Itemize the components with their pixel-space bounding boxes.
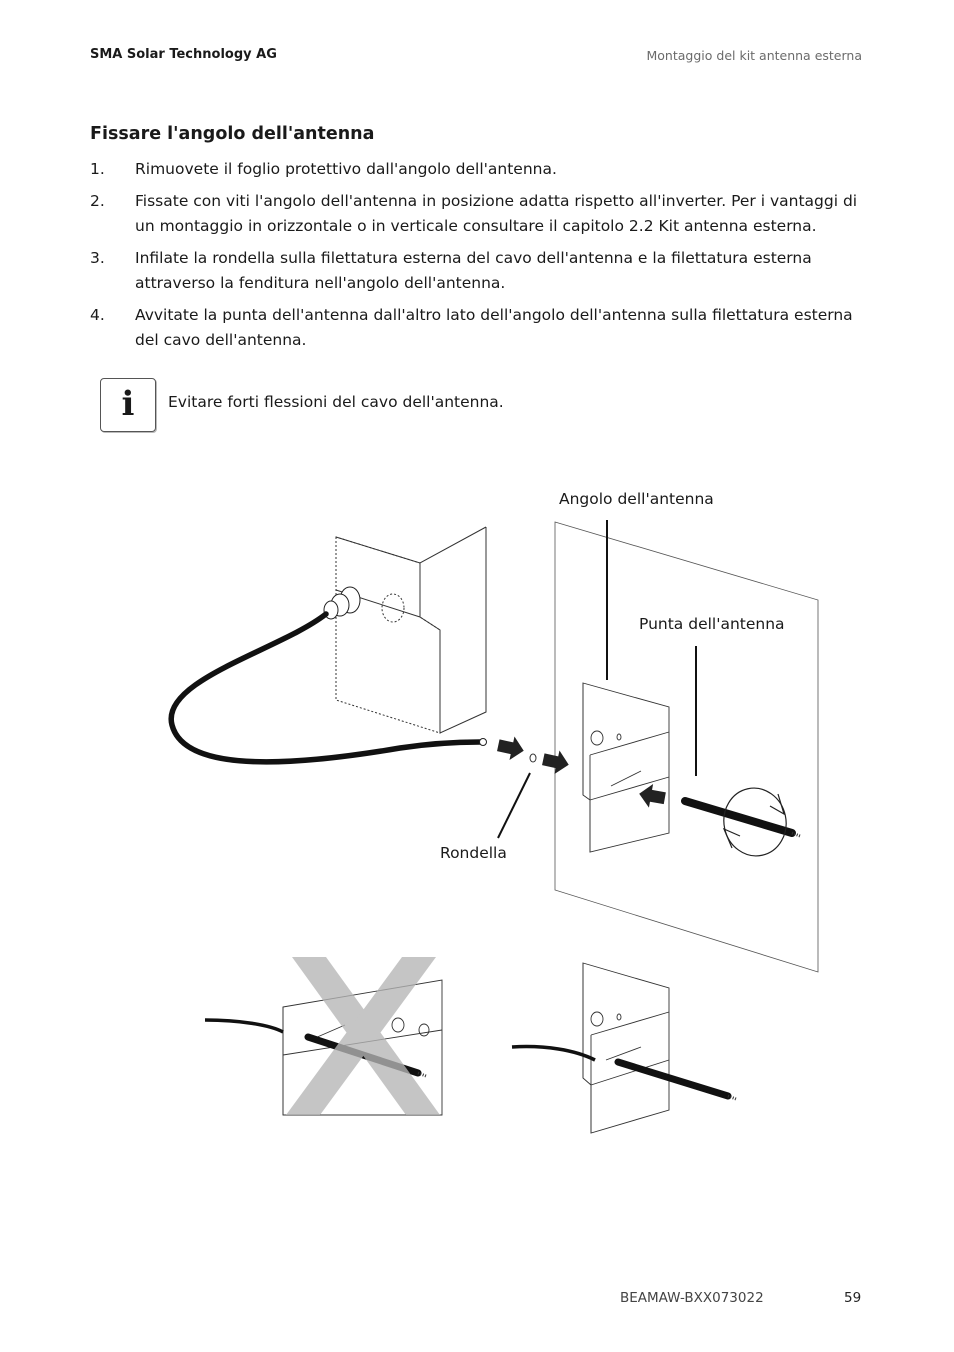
step-number: 4. <box>90 306 105 324</box>
correct-mounting <box>583 963 669 1133</box>
page-number: 59 <box>844 1290 862 1306</box>
step-number: 1. <box>90 160 105 178</box>
washer-icon <box>530 754 536 762</box>
mounting-illustration <box>0 470 954 1170</box>
info-glyph: i <box>121 384 135 424</box>
step-item <box>90 157 870 182</box>
cable-gland <box>324 587 360 619</box>
steps-list <box>90 157 870 360</box>
step-item <box>90 189 870 239</box>
label-angolo: Angolo dell'antenna <box>559 490 714 508</box>
header-section: Montaggio del kit antenna esterna <box>646 48 862 63</box>
step-number: 3. <box>90 249 105 267</box>
antenna-cable <box>171 614 480 762</box>
note-text: Evitare forti flessioni del cavo dell'antenna. <box>168 393 504 411</box>
cable-thread <box>480 739 487 746</box>
arrow-right-icon <box>541 748 571 777</box>
antenna-tip <box>618 1062 728 1096</box>
step-text: Infilate la rondella sulla filettatura esterna del cavo dell'antenna e la filettatura esterna attraverso la fenditura nell'angolo dell'antenna. <box>135 249 812 292</box>
info-icon <box>100 378 156 432</box>
label-rondella: Rondella <box>440 844 507 862</box>
leader-line-rondella <box>498 773 530 838</box>
step-text: Fissate con viti l'angolo dell'antenna in posizione adatta rispetto all'inverter. Per i vantaggi di un montaggio in orizzontale o in verticale consultare il capitolo 2.2 Kit antenna esterna. <box>135 192 858 235</box>
header-company: SMA Solar Technology AG <box>90 47 277 62</box>
antenna-bracket <box>583 683 669 852</box>
step-item <box>90 303 870 353</box>
step-text: Avvitate la punta dell'antenna dall'altro lato dell'angolo dell'antenna sulla filettatura esterna del cavo dell'antenna. <box>135 306 853 349</box>
step-text: Rimuovete il foglio protettivo dall'angolo dell'antenna. <box>135 160 557 178</box>
inverter-box <box>336 527 486 733</box>
cable-segment <box>205 1020 283 1032</box>
section-title: Fissare l'angolo dell'antenna <box>90 124 375 144</box>
footer-doc-code: BEAMAW-BXX073022 <box>620 1290 764 1306</box>
arrow-right-icon <box>496 734 526 763</box>
label-punta: Punta dell'antenna <box>639 615 785 633</box>
arrow-left-icon <box>637 782 667 810</box>
step-item <box>90 246 870 296</box>
step-number: 2. <box>90 192 105 210</box>
antenna-tip <box>685 801 792 833</box>
wall-panel <box>555 522 818 972</box>
